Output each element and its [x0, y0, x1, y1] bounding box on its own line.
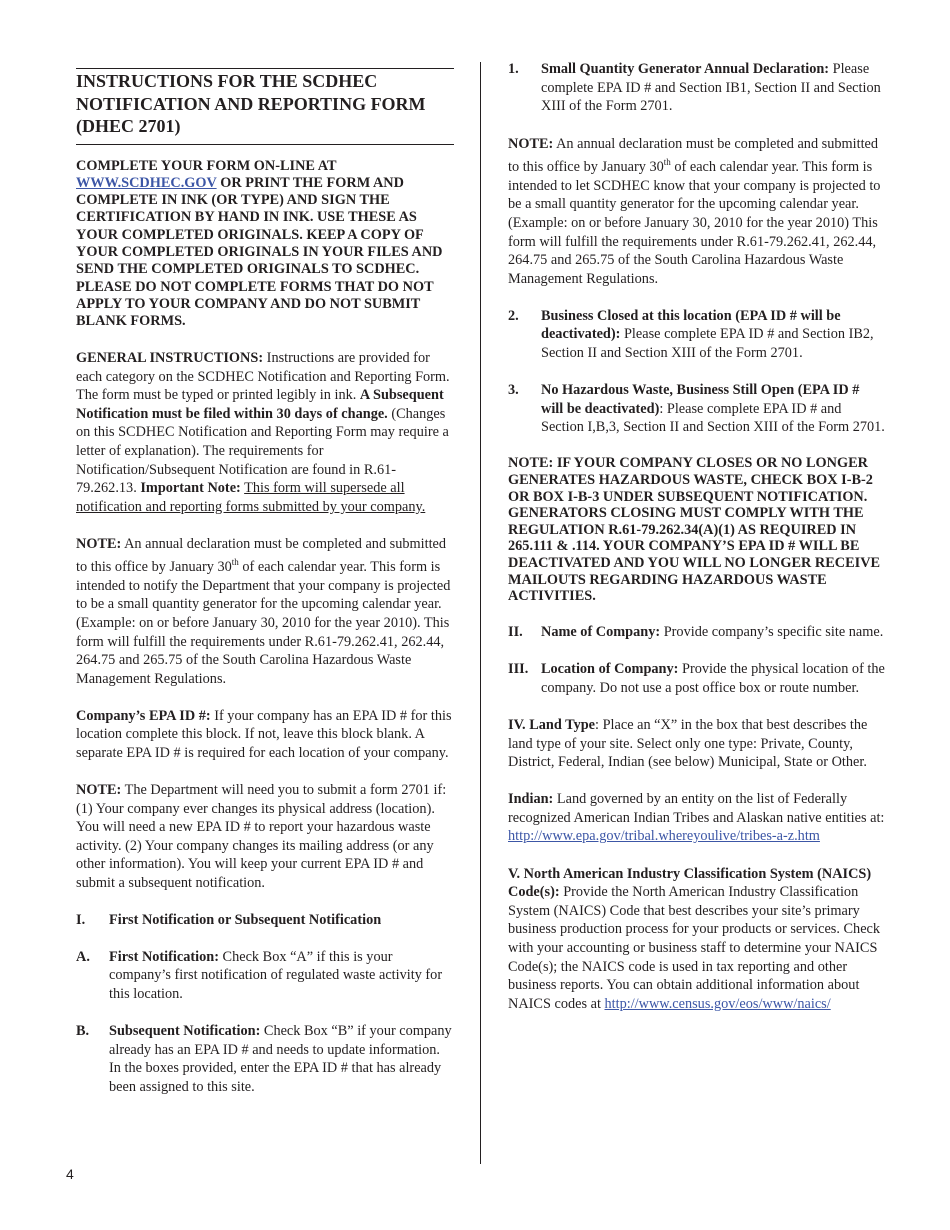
general-instructions: [76, 349, 454, 516]
page-number: 4: [66, 1166, 74, 1182]
item-label: First Notification:: [109, 948, 219, 965]
note-text-2: of each calendar year. This form is intended to notify the Department that your company is projected to be a small quantity generator for the upcoming calendar year. (Example: on or before January 30, 2010 for the year 2010). This form will fulfill the requirements under R.61-79.262.41, 262.44, 264.75 and 265.75 of the South Carolina Hazardous Waste Management Regulations.: [76, 559, 451, 687]
epa-tribal-link[interactable]: http://www.epa.gov/tribal.whereyoulive/tribes-a-z.htm: [508, 828, 820, 845]
item-sqg-declaration: [508, 60, 885, 116]
general-text-2: (Changes on this SCDHEC Notification and Reporting Form may require a letter of explanation). The requirements for Notification/Subsequent Notification are found in R.61-79.262.13.: [76, 405, 449, 497]
item-label: Small Quantity Generator Annual Declaration:: [541, 61, 830, 77]
item-number: III.: [508, 661, 529, 678]
item-no-hazardous-waste: [508, 381, 885, 437]
item-label: Business Closed at this location (EPA ID # will be deactivated):: [541, 307, 841, 343]
item-location-of-company: [508, 660, 885, 697]
item-name-of-company: [508, 623, 885, 642]
note-sup: th: [663, 157, 671, 168]
census-naics-link[interactable]: http://www.census.gov/eos/www/naics/: [604, 995, 831, 1012]
item-number: 3.: [508, 382, 519, 399]
indian-paragraph: [508, 790, 885, 846]
important-note-label: Important Note:: [140, 480, 241, 497]
item-text: Provide the physical location of the company. Do not use a post office box or route number.: [541, 661, 885, 696]
title-block: [76, 68, 454, 145]
indian-text: Land governed by an entity on the list of Federally recognized American Indian Tribes and Alaskan native entities at:: [508, 791, 885, 826]
note-label: NOTE:: [508, 135, 554, 152]
item-text: Please complete EPA ID # and Section IB1, Section II and Section XIII of the Form 2701.: [541, 61, 881, 115]
naics-text: Provide the North American Industry Classification System (NAICS) Code that best describes your site’s primary business production process for your products or services. Check with your accounting or business staff to determine your NAICS Code(s); the NAICS code is used in tax reporting and other business reports. You can obtain additional information about NAICS codes at: [508, 884, 881, 1012]
epa-id-text: If your company has an EPA ID # for this location complete this block. If not, leave this block blank. A separate EPA ID # is required for each location of your company.: [76, 707, 452, 762]
form-change-note: [76, 781, 454, 893]
item-label: Location of Company:: [541, 661, 679, 678]
note-text-1: An annual declaration must be completed and submitted to this office by January 30: [76, 535, 447, 576]
item-label: No Hazardous Waste, Business Still Open (EPA ID # will be deactivated): [541, 382, 860, 417]
item-letter: A.: [76, 948, 90, 965]
item-text: Please complete EPA ID # and Section IB2, Section II and Section XIII of the Form 2701.: [541, 326, 874, 361]
item-label: Subsequent Notification:: [109, 1023, 261, 1040]
item-label: Name of Company:: [541, 624, 661, 641]
item-number: II.: [508, 624, 523, 641]
note-sup: th: [231, 557, 239, 568]
annual-declaration-note-right: [508, 135, 885, 289]
important-note-text: This form will supersede all notification and reporting forms submitted by your company.: [76, 480, 426, 515]
naics-paragraph: [508, 865, 885, 1014]
section-number: I.: [76, 912, 86, 929]
land-type-paragraph: [508, 716, 885, 772]
item-number: 2.: [508, 307, 519, 324]
general-label: GENERAL INSTRUCTIONS:: [76, 349, 264, 366]
item-text: Check Box “A” if this is your company’s first notification of regulated waste activity for this location.: [109, 948, 443, 1002]
item-business-closed: [508, 307, 885, 363]
item-number: 1.: [508, 61, 519, 77]
epa-id-paragraph: [76, 707, 454, 763]
column-divider: [480, 62, 481, 1164]
item-text: Provide company’s specific site name.: [660, 624, 884, 641]
item-letter: B.: [76, 1023, 90, 1040]
land-type-text: : Place an “X” in the box that best describes the land type of your site. Select only one type: Private, County, District, Federal, Indian (see below) Municipal, State or Other.: [508, 716, 868, 771]
epa-id-label: Company’s EPA ID #:: [76, 707, 211, 724]
naics-label: V. North American Industry Classification System (NAICS) Code(s):: [508, 865, 872, 901]
note-text-2: of each calendar year. This form is intended to let SCDHEC know that your company is projected to be a small quantity generator for the upcoming calendar year. (Example: on or before January 30, 2010 for the year 2010) This form will fulfill the requirements under R.61-79.262.41, 262.44, 264.75 and 265.75 of the South Carolina Hazardous Waste Management Regulations.: [508, 159, 881, 287]
left-column: [76, 60, 454, 1115]
note-label: NOTE:: [76, 782, 122, 799]
section-title: First Notification or Subsequent Notification: [109, 912, 382, 929]
intro-text-2: OR PRINT THE FORM AND COMPLETE IN INK (OR TYPE) AND SIGN THE CERTIFICATION BY HAND IN INK. USE THESE AS YOUR COMPLETED ORIGINALS. KEEP A COPY OF YOUR COMPLETED ORIGINALS IN YOUR FILES AND SEND THE COMPLETED ORIGINALS TO SCDHEC. PLEASE DO NOT COMPLETE FORMS THAT DO NOT APPLY TO YOUR COMPANY AND DO NOT SUBMIT BLANK FORMS.: [76, 174, 443, 330]
scdhec-link[interactable]: WWW.SCDHEC.GOV: [76, 174, 217, 191]
indian-label: Indian:: [508, 791, 554, 808]
subsequent-deadline: A Subsequent Notification must be filed within 30 days of change.: [76, 387, 444, 422]
note-text-1: An annual declaration must be completed and submitted to this office by January 30: [508, 135, 879, 176]
general-text-1: Instructions are provided for each category on the SCDHEC Notification and Reporting Form. The form must be typed or printed legibly in ink.: [76, 349, 450, 404]
item-subsequent-notification: [76, 1022, 454, 1096]
intro-text-1: COMPLETE YOUR FORM ON-LINE AT: [76, 157, 337, 174]
land-type-label: IV. Land Type: [508, 716, 596, 733]
item-text: : Please complete EPA ID # and Section I,B,3, Section II and Section XIII of the Form 2701.: [541, 400, 885, 436]
item-text: Check Box “B” if your company already has an EPA ID # and needs to update information. In the boxes provided, enter the EPA ID # that has already been assigned to this site.: [109, 1023, 452, 1095]
section-i-heading: [76, 911, 454, 930]
right-column: [508, 60, 885, 1032]
closure-note: NOTE: IF YOUR COMPANY CLOSES OR NO LONGER GENERATES HAZARDOUS WASTE, CHECK BOX I-B-2 OR BOX I-B-3 UNDER SUBSEQUENT NOTIFICATION. GENERATORS CLOSING MUST COMPLY WITH THE REGULATION R.61-79.262.34(A)(1) AS REQUIRED IN 265.111 & .114. YOUR COMPANY’S EPA ID # WILL BE DEACTIVATED AND YOU WILL NO LONGER RECEIVE MAILOUTS REGARDING HAZARDOUS WASTE ACTIVITIES.: [508, 455, 881, 605]
note-label: NOTE:: [76, 535, 122, 552]
note-text: The Department will need you to submit a form 2701 if: (1) Your company ever changes its physical address (location). You will need a new EPA ID # to report your hazardous waste activity. (2) Your company changes its mailing address (or any other information). You will keep your current EPA ID # and submit a subsequent notification.: [76, 782, 447, 892]
intro-paragraph: [76, 158, 454, 331]
item-first-notification: [76, 948, 454, 1004]
annual-declaration-note: [76, 535, 454, 689]
page-title: INSTRUCTIONS FOR THE SCDHEC NOTIFICATION AND REPORTING FORM (DHEC 2701): [76, 71, 426, 136]
